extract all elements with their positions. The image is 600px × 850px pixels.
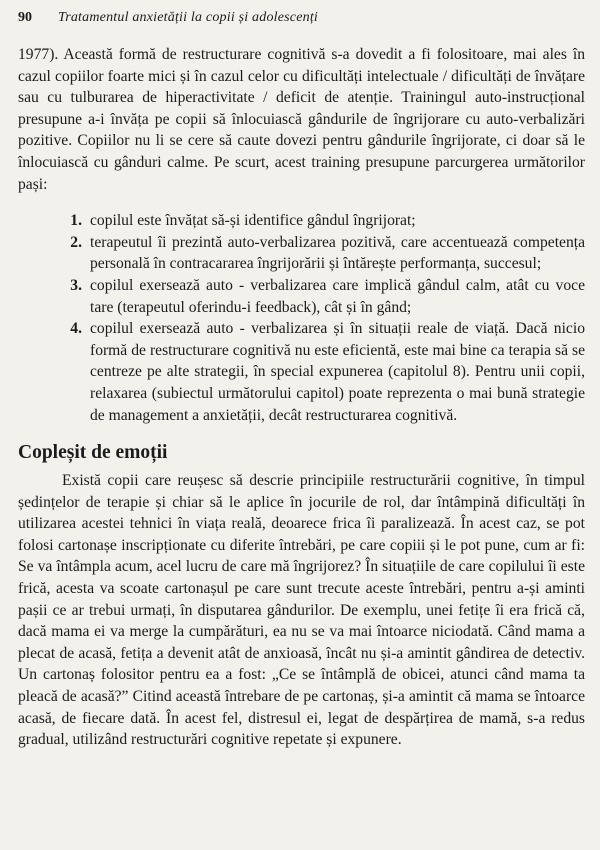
list-item: [18, 318, 585, 426]
intro-paragraph: 1977). Această formă de restructurare cognitivă s-a dovedit a fi folositoare, mai ales în cazul copiilor foarte mici și în cazul celor cu dificultăți intelectuale / dificultăți de învățare sau cu tulburarea de hiperactivitate / deficit de atenție. Trainingul auto-instrucțional presupune a-i învăța pe copii să înlocuiască gândurile de îngrijorare cu auto-verbalizări pozitive. Copiilor nu li se cere să caute dovezi pentru gândurile îngrijorate, ci doar să le înlocuiască cu gânduri calme. Pe scurt, acest training presupune parcurgerea următorilor pași:: [18, 46, 585, 193]
list-item-text: copilul exersează auto - verbalizarea care implică gândul calm, atât cu voce tare (terapeutul oferindu-i feedback), cât și în gând;: [90, 276, 585, 316]
list-item-number: 1.: [70, 212, 82, 230]
list-item-text: copilul este învățat să-și identifice gândul îngrijorat;: [90, 212, 416, 230]
list-item-text: copilul exersează auto - verbalizarea și în situații reale de viață. Dacă nicio formă de restructurare cognitivă nu este eficientă, este mai bine ca terapia să se centreze pe alte strategii, în special expunerea (capitolul 8). Pentru unii copii, relaxarea (subiectul următorului capitol) poate reprezenta o mai bună strategie de management a anxietății, decât restructurarea cognitivă.: [90, 320, 585, 424]
list-item-number: 3.: [70, 276, 82, 294]
page-body: [18, 44, 585, 751]
running-title: Tratamentul anxietății la copii și adolescenți: [58, 10, 319, 25]
list-item: [18, 210, 585, 232]
list-item-number: 4.: [70, 320, 82, 338]
page-header: [18, 10, 580, 30]
section-paragraph: Există copii care reușesc să descrie principiile restructurării cognitive, în timpul ședințelor de terapie și chiar să le aplice în jocurile de rol, dar întâmpină dificultăți în utilizarea acestei tehnici în viața reală, deoarece frica îi paralizează. În acest caz, se pot folosi cartonașe inscripționate cu diferite întrebări, pe care copiii și le pot pune, cum ar fi: Se va întâmpla acum, acel lucru de care mă îngrijorez? În situațiile de care copilului îi este frică, acesta va scoate cartonașul pe care sunt trecute aceste întrebări, pentru a-și aminti pașii ce ar trebui urmați, în disputarea gândurilor. De exemplu, unei fetițe îi era frică că, dacă mama ei va merge la cumpărături, ea nu se va mai întoarce niciodată. Când mama a plecat de acasă, fetița a devenit atât de anxioasă, încât nu și-a amintit gândirea de detectiv. Un cartonaș folositor pentru ea a fost: „Ce se întâmplă de obicei, atunci când mama ta pleacă de acasă?” Citind această întrebare de pe cartonaș, și-a amintit că mama se întoarce acasă, de fiecare dată. În acest fel, distresul ei, legat de despărțirea de mamă, s-a redus gradual, utilizând restructurări cognitive repetate și expunere.: [18, 472, 585, 749]
list-item: [18, 232, 585, 275]
page-number: 90: [18, 10, 32, 25]
list-item-text: terapeutul îi prezintă auto-verbalizarea pozitivă, care accentuează competența personală în contracararea îngrijorării și întărește performanța, succesul;: [90, 233, 585, 273]
section-heading: Copleșit de emoții: [18, 442, 168, 464]
steps-list: [18, 210, 585, 426]
list-item-number: 2.: [70, 233, 82, 251]
list-item: [18, 275, 585, 318]
